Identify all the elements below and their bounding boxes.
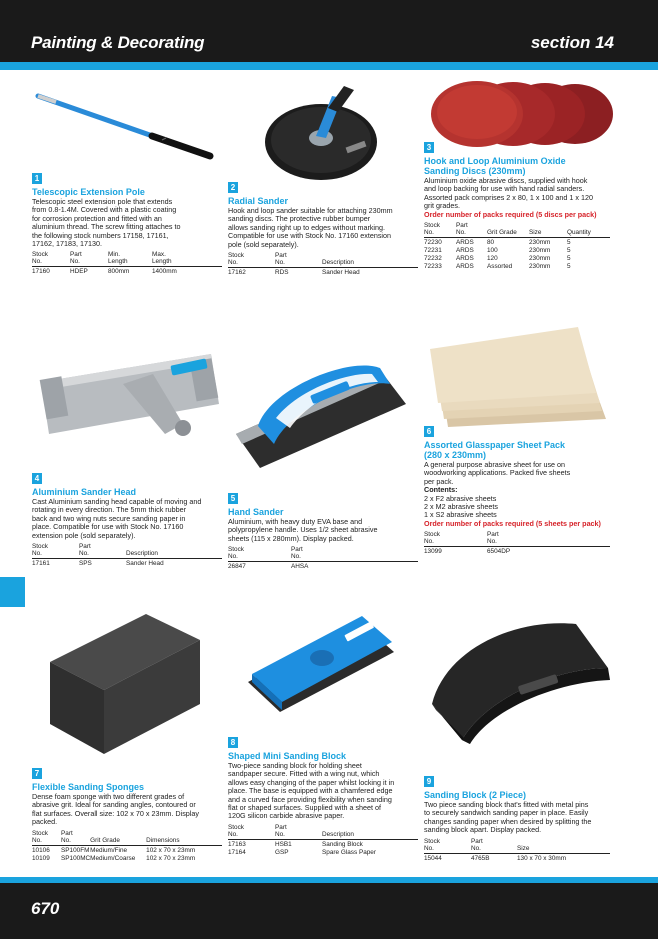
table-header-row: Stock No. Part No. Grit Grade Size Quantity — [424, 222, 610, 238]
product-number-badge: 4 — [32, 473, 42, 484]
spec-table — [424, 838, 610, 862]
table-row: 17160 HDEP 800mm 1400mm — [32, 268, 177, 276]
page-title: Painting & Decorating — [31, 33, 205, 52]
table-header-row: Stock No. Part No. Min. Length Max. Length — [32, 251, 222, 267]
section-side-tab — [0, 577, 25, 607]
product-description: Hook and loop sander suitable for attaching 230mm sanding discs. The protective rubber bumper allows sanding right up to edges without marking. Compatible for use with Stock No. 17160 extension pole (sold separately). — [228, 206, 393, 249]
spec-table — [424, 531, 610, 555]
product-description: Cast Aluminium sanding head capable of moving and rotating in every direction. The 5mm thick rubber back and two wing nuts secure sanding paper in place. Compatible for use with Stock No. 17160 extension pole (sold separately). — [32, 497, 202, 540]
product-hand-sander — [228, 488, 418, 570]
product-flexible-sanding-sponges — [32, 763, 222, 862]
table-row: 72232 ARDS 120 230mm 5 — [424, 255, 571, 263]
radial-sander-image — [258, 84, 388, 182]
product-radial-sander — [228, 177, 418, 276]
product-title: Telescopic Extension Pole — [32, 187, 145, 197]
product-title: Radial Sander — [228, 196, 289, 206]
table-row: 10109 SP100MC Medium/Coarse 102 x 70 x 23mm — [32, 854, 196, 862]
table-header-row: Stock No. Part No. Description — [228, 824, 418, 840]
page-footer — [0, 877, 658, 939]
glasspaper-sheets-image — [424, 323, 614, 433]
product-sanding-discs — [424, 137, 614, 270]
table-row: 15044 4765B 130 x 70 x 30mm — [424, 854, 567, 862]
table-row: 17161 SPS Sander Head — [32, 560, 164, 568]
extension-pole-image — [32, 88, 218, 164]
sanding-sponge-image — [46, 610, 204, 758]
product-description: A general purpose abrasive sheet for use on woodworking applications. Packed five sheets per pack. — [424, 460, 571, 486]
product-description: Two piece sanding block that's fitted with metal pins to securely sandwich sanding paper in place. Easily changes sanding paper when desired by splitting the sanding block apart. Display packed. — [424, 800, 592, 835]
sanding-block-2piece-image — [426, 608, 616, 746]
product-number-badge: 1 — [32, 173, 42, 184]
product-description: Aluminium oxide abrasive discs, supplied with hook and loop backing for use with hand radial sanders. Assorted pack comprises 2 x 80, 1 x 100 and 1 x 120 grit grades. — [424, 176, 594, 211]
hand-sander-image — [230, 348, 410, 470]
product-title: Aluminium Sander Head — [32, 487, 137, 497]
product-description: Aluminium, with heavy duty EVA base and polypropylene handle. Uses 1/2 sheet abrasive sheets (115 x 280mm). Display packed. — [228, 517, 378, 543]
page-number: 670 — [31, 899, 60, 918]
product-sanding-block-2-piece — [424, 771, 614, 862]
table-row: 72233 ARDS Assorted 230mm 5 — [424, 263, 571, 271]
product-glasspaper-sheet-pack — [424, 421, 614, 555]
table-header-row: Stock No. Part No. — [424, 531, 610, 547]
spec-table — [228, 824, 418, 856]
table-header-row: Stock No. Part No. Description — [228, 252, 418, 268]
aluminium-sander-head-image — [33, 344, 223, 442]
table-row: 72231 ARDS 100 230mm 5 — [424, 247, 571, 255]
product-number-badge: 7 — [32, 768, 42, 779]
table-header-row: Stock No. Part No. Description — [32, 543, 222, 559]
product-title: Hand Sander — [228, 507, 284, 517]
spec-table — [32, 543, 222, 567]
product-description: Telescopic steel extension pole that extends from 0.8-1.4M. Covered with a plastic coating for corrosion protection and fitted with an aluminium thread. The screw fitting attaches to the following stock numbers 17158, 17161, 17162, 17183, 17130. — [32, 197, 181, 249]
spec-table — [32, 830, 222, 862]
mini-sanding-block-image — [244, 612, 396, 720]
table-row: 26847 AHSA — [228, 563, 309, 571]
section-label: section 14 — [530, 33, 614, 52]
header-stripe — [0, 62, 658, 70]
page-header — [0, 0, 658, 62]
product-title: Shaped Mini Sanding Block — [228, 751, 347, 761]
table-row: 10106 SP100FM Medium/Fine 102 x 70 x 23mm — [32, 846, 196, 854]
product-title: Hook and Loop Aluminium Oxide Sanding Discs (230mm) — [424, 156, 566, 176]
table-header-row: Stock No. Part No. Grit Grade Dimensions — [32, 830, 222, 846]
product-number-badge: 8 — [228, 737, 238, 748]
table-header-row: Stock No. Part No. — [228, 546, 418, 562]
spec-table — [228, 252, 418, 276]
table-header-row: Stock No. Part No. Size — [424, 838, 610, 854]
product-title: Flexible Sanding Sponges — [32, 782, 145, 792]
product-number-badge: 3 — [424, 142, 434, 153]
table-row: 72230 ARDS 80 230mm 5 — [424, 239, 571, 247]
table-row: 17163 HSB1 Sanding Block — [228, 840, 363, 848]
product-number-badge: 9 — [424, 776, 434, 787]
product-shaped-mini-sanding-block — [228, 732, 418, 856]
footer-stripe — [0, 877, 658, 883]
product-number-badge: 2 — [228, 182, 238, 193]
product-number-badge: 5 — [228, 493, 238, 504]
product-number-badge: 6 — [424, 426, 434, 437]
order-note: Order number of packs required (5 sheets per pack) — [424, 518, 601, 528]
spec-table — [424, 222, 610, 270]
spec-table — [228, 546, 418, 570]
contents-heading: Contents: — [424, 485, 458, 495]
product-title: Assorted Glasspaper Sheet Pack (280 x 230mm) — [424, 440, 566, 460]
contents-list: 2 x F2 abrasive sheets 2 x M2 abrasive sheets 1 x S2 abrasive sheets — [424, 493, 498, 520]
order-note: Order number of packs required (5 discs per pack) — [424, 209, 597, 219]
table-row: 13099 6504DP — [424, 548, 511, 556]
product-title: Sanding Block (2 Piece) — [424, 790, 527, 800]
table-row: 17162 RDS Sander Head — [228, 269, 360, 277]
product-description: Two-piece sanding block for holding sheet sandpaper secure. Fitted with a wing nut, which allows easy changing of the paper whilst locking it in place. The base is equipped with a chamfered edge and a curved face providing flexibility when sanding flat or shaped surfaces. Supplied with a sheet of 120G silicon carbide abrasive paper. — [228, 761, 395, 821]
product-description: Dense foam sponge with two different grades of abrasive grit. Ideal for sanding angles, contoured or flat surfaces. Overall size: 102 x 70 x 23mm. Display packed. — [32, 792, 199, 827]
table-row: 17164 GSP Spare Glass Paper — [228, 848, 376, 856]
product-telescopic-extension-pole — [32, 168, 222, 275]
product-aluminium-sander-head — [32, 468, 222, 567]
spec-table — [32, 251, 222, 275]
